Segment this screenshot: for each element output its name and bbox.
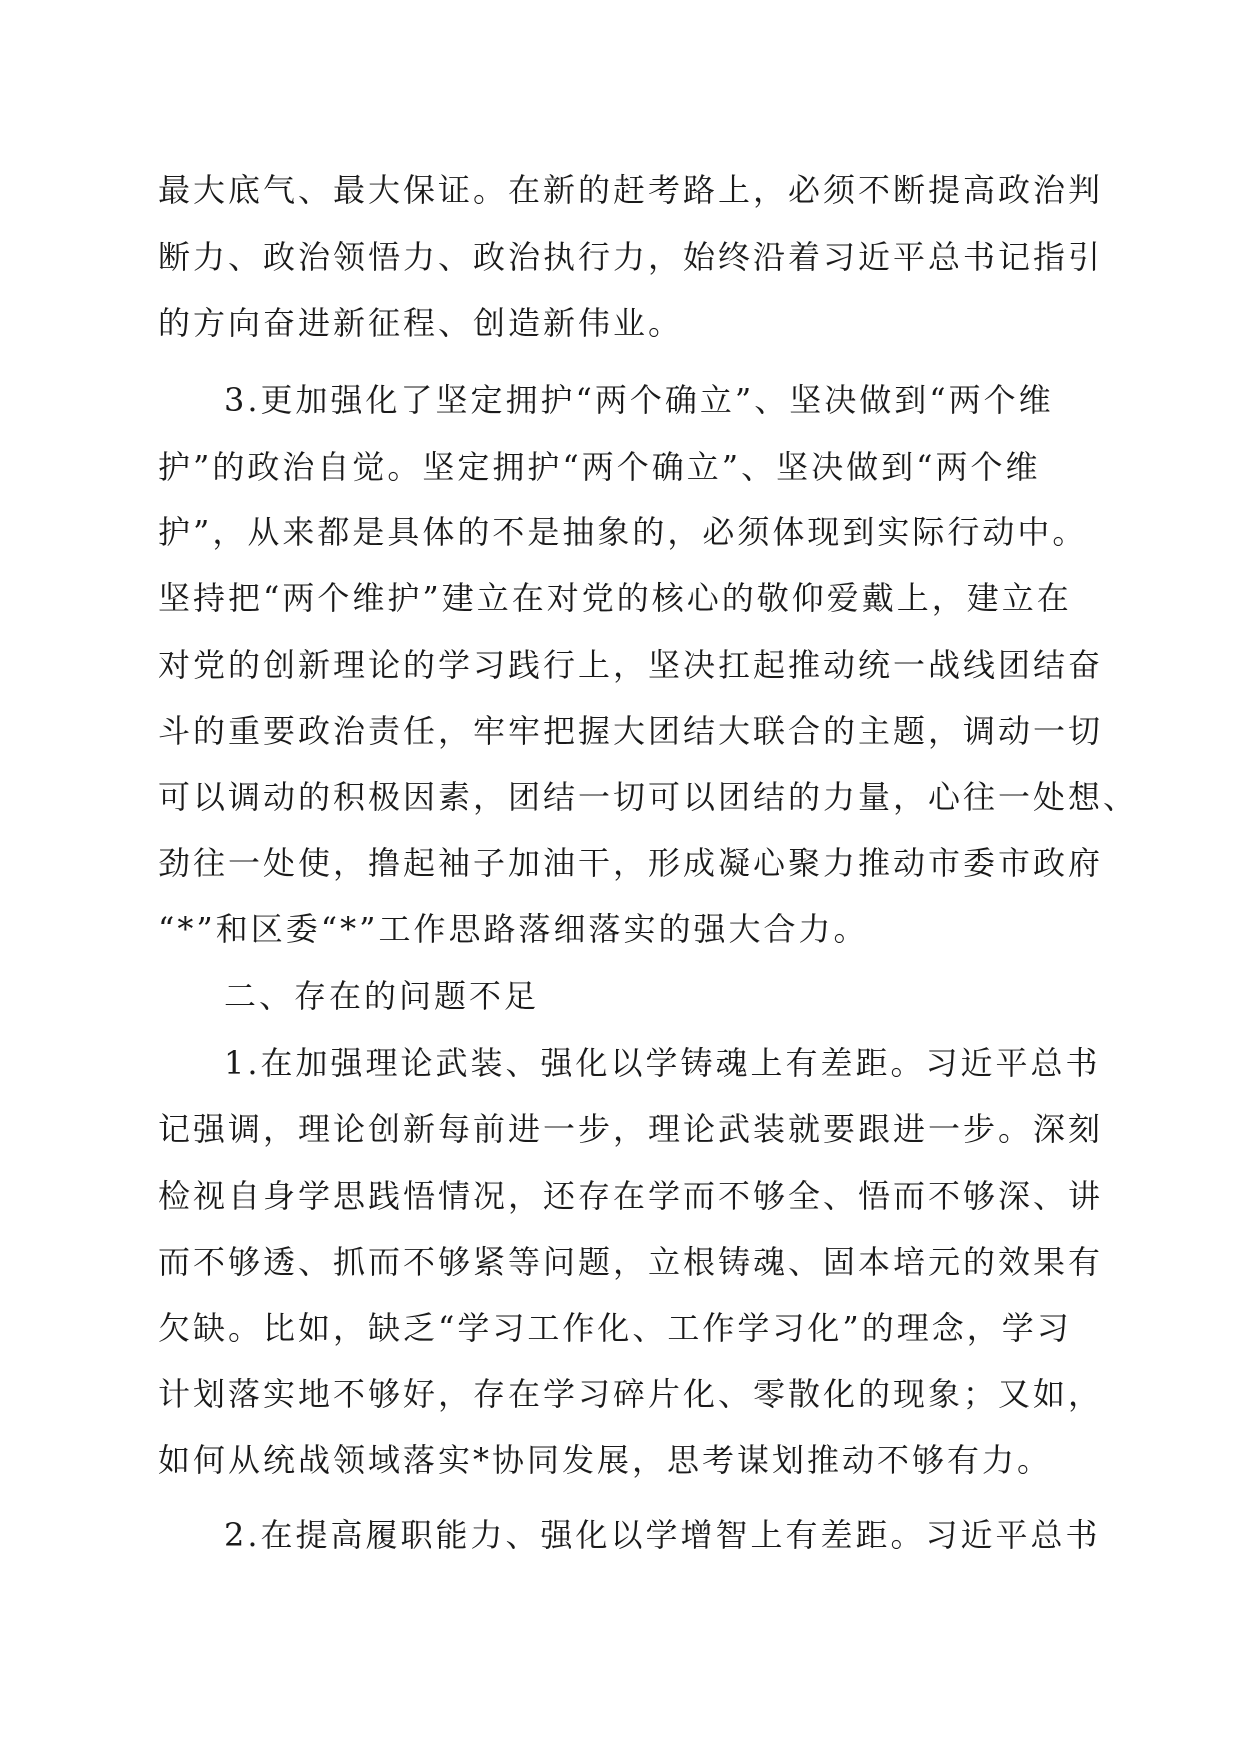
paragraph-3-heading-line: 3.更加强化了坚定拥护“两个确立”、坚决做到“两个维 <box>224 381 1054 419</box>
text-line: 斗的重要政治责任，牢牢把握大团结大联合的主题，调动一切 <box>158 712 1104 750</box>
text-line: 断力、政治领悟力、政治执行力，始终沿着习近平总书记指引 <box>158 238 1104 276</box>
text-line: 最大底气、最大保证。在新的赶考路上，必须不断提高政治判 <box>158 171 1104 209</box>
text-line: 检视自身学思践悟情况，还存在学而不够全、悟而不够深、讲 <box>158 1177 1104 1215</box>
text-line: 计划落实地不够好，存在学习碎片化、零散化的现象；又如， <box>158 1375 1104 1413</box>
text-line: “*”和区委“*”工作思路落细落实的强大合力。 <box>158 910 869 948</box>
text-line: 坚持把“两个维护”建立在对党的核心的敬仰爱戴上，建立在 <box>158 579 1072 617</box>
text-line: 可以调动的积极因素，团结一切可以团结的力量，心往一处想、 <box>158 778 1139 816</box>
paragraph-1-heading-line: 1.在加强理论武装、强化以学铸魂上有差距。习近平总书 <box>224 1044 1101 1082</box>
text-line: 记强调，理论创新每前进一步，理论武装就要跟进一步。深刻 <box>158 1110 1104 1148</box>
text-line: 护”的政治自觉。坚定拥护“两个确立”、坚决做到“两个维 <box>158 448 1041 486</box>
text-line: 欠缺。比如，缺乏“学习工作化、工作学习化”的理念，学习 <box>158 1309 1072 1347</box>
paragraph-2-heading-line: 2.在提高履职能力、强化以学增智上有差距。习近平总书 <box>224 1516 1101 1554</box>
section-heading: 二、存在的问题不足 <box>224 977 540 1015</box>
text-line: 如何从统战领域落实*协同发展，思考谋划推动不够有力。 <box>158 1441 1053 1479</box>
text-line: 对党的创新理论的学习践行上，坚决扛起推动统一战线团结奋 <box>158 646 1104 684</box>
text-line: 而不够透、抓而不够紧等问题，立根铸魂、固本培元的效果有 <box>158 1243 1104 1281</box>
text-line: 的方向奋进新征程、创造新伟业。 <box>158 304 684 342</box>
text-line: 劲往一处使，撸起袖子加油干，形成凝心聚力推动市委市政府 <box>158 844 1104 882</box>
text-line: 护”，从来都是具体的不是抽象的，必须体现到实际行动中。 <box>158 513 1088 551</box>
